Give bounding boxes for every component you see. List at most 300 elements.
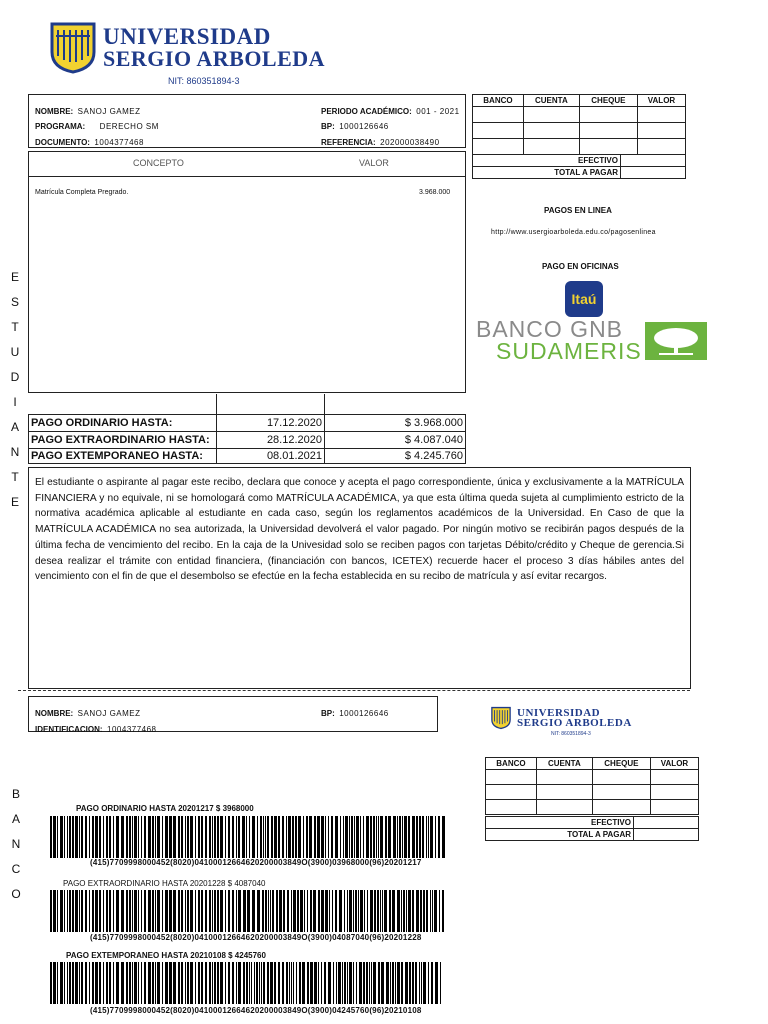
barcode-bar [169,816,172,858]
bank-id-label: IDENTIFICACION: [35,725,103,734]
barcode-bar [307,962,309,1004]
barcode-bar [92,816,94,858]
barcode-bar [369,962,370,1004]
barcode-bar [439,890,440,932]
barcode-label-extraordinario: PAGO EXTRAORDINARIO HASTA 20201228 $ 4087040 [63,879,266,888]
itau-logo [565,281,603,317]
barcode-bar [287,890,289,932]
barcode-bar [401,890,402,932]
barcode-bar [181,962,183,1004]
barcode-bar [349,890,352,932]
barcode-bar [259,962,260,1004]
barcode-bar [274,962,276,1004]
barcode-bar [309,816,312,858]
barcode-bar [440,962,441,1004]
barcode-bar [214,962,216,1004]
barcode-bar [367,890,368,932]
concept-item: Matrícula Completa Pregrado. [35,189,129,196]
barcode-bar [252,816,255,858]
barcode-bar [397,962,400,1004]
barcode-bar [242,816,245,858]
barcode-bar [270,890,271,932]
barcode-bar [67,816,68,858]
barcode-bar [261,962,262,1004]
barcode-bar [155,962,156,1004]
barcode-bar [298,816,301,858]
barcode-bar [416,890,419,932]
value-header: VALOR [359,158,389,168]
barcode-bar [380,890,381,932]
barcode-bar [321,816,324,858]
col-cheque: CHEQUE [579,95,637,107]
barcode-bar [148,962,151,1004]
deadline-amount: $ 4.087.040 [325,431,466,448]
efectivo-value[interactable] [621,155,686,167]
barcode-bar [358,890,359,932]
barcode-bar [141,962,142,1004]
barcode-bar [212,816,213,858]
barcode-bar [406,890,407,932]
barcode-ordinario [50,816,445,860]
barcode-bar [428,962,429,1004]
barcode-bar [343,816,344,858]
barcode-bar [431,962,433,1004]
barcode-bar [282,816,284,858]
barcode-number-ordinario: (415)7709998000452(8020)04100012664620200003849O(3900)03968000(96)20201217 [90,858,422,867]
barcode-bar [339,890,342,932]
reference-number: 202000038490 [380,138,440,147]
barcode-bar [89,816,90,858]
deadline-row-ordinario [29,414,466,431]
barcode-bar [217,816,219,858]
concept-header: CONCEPTO [133,158,184,168]
barcode-bar [113,890,114,932]
barcode-bar [419,816,421,858]
barcode-bar [50,962,52,1004]
barcode-bar [249,962,250,1004]
barcode-bar [354,816,355,858]
barcode-bar [89,890,90,932]
barcode-bar [328,816,329,858]
barcode-bar [409,962,411,1004]
barcode-bar [116,890,119,932]
barcode-bar [378,962,380,1004]
barcode-bar [152,816,154,858]
barcode-bar [304,890,305,932]
barcode-bar [376,816,377,858]
barcode-bar [212,962,213,1004]
barcode-bar [165,962,168,1004]
deadline-date: 17.12.2020 [217,414,325,431]
barcode-bar [57,890,58,932]
barcode-bar [209,890,211,932]
barcode-bar [169,890,172,932]
barcode-bar [72,816,74,858]
barcode-bar [92,890,94,932]
barcode-bar [256,962,258,1004]
payment-method-table [472,94,686,155]
barcode-extraordinario [50,890,445,934]
barcode-bar [408,890,411,932]
barcode-bar [225,816,226,858]
notice-text: El estudiante o aspirante al pagar este recibo, declara que conoce y acepta el pago correspondiente, única y exclusivamente a la MATRÍCULA FINANCIERA y no equivale, ni se homologará como MATRÍCULA ACADÉMICA, ya que esta última queda sujeta al cumplimiento estricto de la normativa académica aplicable al estudiante en cada caso, según los reglamentos académicos de la Universidad. En Caso de que la MATRÍCULA ACADÉMICA no sea autorizada, la Universidad devolverá el valor pagado. Por ningún motivo se recibirán pagos después de la última fecha de vencimiento del recibo. En la caja de la Univesidad solo se reciben pagos con tarjetas Débito/crédito y Cheque de gerencia.Si desea realizar el trámite con entidad financiera, (financiación con bancos, ICETEX) recuerde hacer el proceso 3 días hábiles antes del vencimiento con el fin de que el desembolso se efectúe en la fecha establecida en su recibo de matrícula y así evitar recargos. [35,477,684,583]
barcode-bar [274,816,277,858]
barcode-bar [404,816,407,858]
barcode-bar [412,890,414,932]
barcode-bar [310,962,313,1004]
barcode-bar [243,962,245,1004]
barcode-bar [173,890,176,932]
office-payments-title: PAGO EN OFICINAS [542,262,619,271]
barcode-bar [324,962,326,1004]
barcode-bar [289,962,290,1004]
barcode-bar [426,890,428,932]
barcode-bar [178,890,180,932]
barcode-bar [353,962,354,1004]
barcode-bar [178,816,180,858]
barcode-bar [109,890,111,932]
barcode-bar [333,962,334,1004]
barcode-bar [257,816,258,858]
barcode-bar [272,890,274,932]
barcode-bar [126,890,128,932]
deadline-row-extemporaneo [29,448,466,463]
bank-payment-method-table: BANCO CUENTA CHEQUE VALOR [485,757,699,815]
barcode-bar [303,816,304,858]
barcode-bar [64,962,65,1004]
barcode-bar [325,816,326,858]
barcode-bar [423,890,425,932]
barcode-bar [263,816,264,858]
deadline-label: PAGO ORDINARIO HASTA: [29,414,217,431]
barcode-bar [64,890,65,932]
online-payments-url[interactable]: http://www.usergioarboleda.edu.co/pagosenlinea [491,229,656,236]
barcode-bar [99,962,101,1004]
bank-student-name: SANOJ GAMEZ [77,709,141,718]
barcode-bar [60,962,63,1004]
barcode-bar [232,890,234,932]
deadline-date: 08.01.2021 [217,448,325,463]
gnb-logo-line2: SUDAMERIS [496,338,642,364]
barcode-bar [392,890,395,932]
barcode-bar [370,816,372,858]
barcode-bar [313,890,316,932]
barcode-bar [238,890,241,932]
barcode-label-ordinario: PAGO ORDINARIO HASTA 20201217 $ 3968000 [76,804,254,813]
barcode-bar [228,890,230,932]
barcode-bar [165,816,168,858]
barcode-bar [360,890,363,932]
barcode-bar [356,962,357,1004]
barcode-bar [236,816,237,858]
barcode-bar [374,890,376,932]
period-label: PERIODO ACADÉMICO: [321,107,412,116]
barcode-bar [321,962,322,1004]
barcode-bar [318,890,320,932]
barcode-bar [152,962,154,1004]
barcode-bar [332,890,333,932]
barcode-bar [69,890,71,932]
barcode-bar [95,890,98,932]
barcode-bar [60,816,63,858]
barcode-bar [344,890,345,932]
barcode-bar [53,890,56,932]
barcode-bar [85,890,87,932]
barcode-bar [371,962,372,1004]
barcode-bar [185,962,186,1004]
barcode-bar [232,962,234,1004]
barcode-bar [99,816,101,858]
barcode-bar [109,962,111,1004]
barcode-bar [402,816,403,858]
barcode-bar [377,890,379,932]
barcode-bar [95,816,98,858]
barcode-bar [198,962,200,1004]
bank-bp-label: BP: [321,709,335,718]
barcode-bar [321,890,324,932]
barcode-bar [420,890,422,932]
barcode-bar [50,890,52,932]
barcode-bar [162,890,163,932]
barcode-bar [386,962,389,1004]
barcode-bar [314,962,317,1004]
cut-line [18,690,690,691]
barcode-bar [60,890,63,932]
barcode-extemporaneo [50,962,445,1006]
barcode-bar [198,890,200,932]
barcode-bar [106,962,108,1004]
barcode-bar [53,962,56,1004]
online-payments-title: PAGOS EN LINEA [544,206,612,215]
bank-student-id: 1004377468 [107,725,157,734]
document-label: DOCUMENTO: [35,138,90,147]
university-name-line2: SERGIO ARBOLEDA [103,46,326,71]
barcode-bar [190,816,193,858]
total-value[interactable] [621,167,686,179]
barcode-bar [187,890,189,932]
barcode-bar [201,816,203,858]
total-label: TOTAL A PAGAR [473,167,621,179]
barcode-bar [57,962,58,1004]
barcode-bar [217,962,219,1004]
barcode-bar [246,816,247,858]
barcode-bar [181,816,183,858]
barcode-bar [430,890,431,932]
barcode-bar [132,816,133,858]
concept-item-value: 3.968.000 [419,189,451,196]
barcode-bar [144,816,146,858]
barcode-bar [342,962,343,1004]
totals-table [472,154,686,179]
barcode-bar [148,890,151,932]
barcode-bar [403,890,405,932]
barcode-bar [370,890,373,932]
barcode-bar [228,962,230,1004]
barcode-bar [338,962,341,1004]
barcode-bar [262,890,264,932]
barcode-bar [349,962,352,1004]
barcode-bar [390,962,391,1004]
barcode-bar [360,816,361,858]
barcode-bar [389,890,391,932]
barcode-bar [438,816,440,858]
barcode-bar [185,890,186,932]
barcode-bar [89,962,90,1004]
barcode-bar [288,816,291,858]
barcode-bar [134,962,137,1004]
barcode-bar [345,816,348,858]
barcode-bar [300,890,303,932]
reference-label: REFERENCIA: [321,138,376,147]
barcode-bar [412,962,414,1004]
barcode-bar [340,816,341,858]
barcode-bar [195,962,196,1004]
barcode-bar [157,890,160,932]
barcode-bar [397,890,400,932]
barcode-bar [408,816,410,858]
student-name: SANOJ GAMEZ [77,107,141,116]
barcode-bar [401,962,403,1004]
barcode-bar [138,890,139,932]
barcode-bar [344,962,346,1004]
barcode-bar [187,962,189,1004]
barcode-bar [423,962,426,1004]
barcode-bar [85,816,87,858]
barcode-bar [265,816,266,858]
barcode-bar [299,962,301,1004]
col-banco: BANCO [473,95,524,107]
barcode-bar [162,962,163,1004]
barcode-bar [141,890,142,932]
barcode-bar [363,816,364,858]
barcode-bar [132,962,133,1004]
barcode-bar [366,962,368,1004]
barcode-bar [382,890,383,932]
barcode-bar [75,962,78,1004]
barcode-bar [351,816,353,858]
barcode-bar [169,962,172,1004]
barcode-bar [129,816,131,858]
barcode-bar [134,890,137,932]
barcode-bar [430,816,433,858]
barcode-bar [254,962,255,1004]
barcode-bar [81,962,83,1004]
barcode-bar [69,816,71,858]
deadline-amount: $ 3.968.000 [325,414,466,431]
barcode-bar [265,890,267,932]
barcode-bar [121,816,124,858]
barcode-bar [236,962,237,1004]
barcode-bar [373,962,376,1004]
university-name-small-line1: UNIVERSIDAD [517,707,601,719]
barcode-bar [214,890,216,932]
barcode-bar [116,816,119,858]
barcode-bar [416,816,418,858]
student-info-box [28,94,466,148]
barcode-bar [257,890,260,932]
barcode-bar [329,890,330,932]
barcode-bar [306,816,308,858]
barcode-bar [75,816,78,858]
barcode-bar [220,816,223,858]
concept-box [28,151,466,393]
deadline-label: PAGO EXTRAORDINARIO HASTA: [29,431,217,448]
barcode-bar [435,962,438,1004]
barcode-bar [412,816,415,858]
barcode-number-extemporaneo: (415)7709998000452(8020)04100012664620200003849O(3900)04245760(96)20210108 [90,1006,422,1015]
barcode-bar [121,962,124,1004]
barcode-bar [69,962,71,1004]
notice-box [28,467,691,689]
barcode-bar [392,962,394,1004]
barcode-bar [442,890,444,932]
barcode-bar [434,890,437,932]
barcode-bar [81,890,83,932]
university-logo [50,22,96,74]
barcode-bar [295,816,297,858]
barcode-bar [106,890,108,932]
itau-logo-text: Itaú [571,291,597,307]
barcode-bar [126,816,128,858]
barcode-bar [426,816,427,858]
barcode-bar [220,962,223,1004]
barcode-bar [79,890,80,932]
barcode-bar [116,962,119,1004]
student-bp: 1000126646 [339,122,389,131]
barcode-bar [72,962,74,1004]
barcode-bar [187,816,189,858]
bank-bp: 1000126646 [339,709,389,718]
barcode-bar [347,890,348,932]
barcode-bar [67,890,68,932]
barcode-bar [422,816,424,858]
barcode-bar [251,962,252,1004]
barcode-bar [157,816,160,858]
side-label-estudiante: E S T U D I A N T E [10,270,20,509]
barcode-bar [349,816,350,858]
barcode-bar [381,962,384,1004]
barcode-bar [92,962,94,1004]
barcode-bar [103,962,104,1004]
barcode-bar [356,816,359,858]
bank-totals-table: EFECTIVO TOTAL A PAGAR [485,816,699,841]
barcode-bar [286,816,287,858]
barcode-bar [190,890,193,932]
barcode-bar [195,816,196,858]
barcode-bar [278,816,280,858]
barcode-bar [228,816,230,858]
barcode-bar [331,816,333,858]
barcode-bar [132,890,133,932]
barcode-bar [318,962,319,1004]
barcode-bar [173,816,176,858]
barcode-bar [246,962,248,1004]
barcode-bar [113,816,114,858]
barcode-bar [270,962,273,1004]
program-label: PROGRAMA: [35,122,86,131]
barcode-bar [238,962,241,1004]
deadline-amount: $ 4.245.760 [325,448,466,463]
barcode-bar [267,816,269,858]
barcode-bar [355,890,357,932]
barcode-bar [129,890,131,932]
barcode-bar [359,962,362,1004]
barcode-bar [126,962,128,1004]
barcode-bar [225,890,226,932]
university-name-small-line2: SERGIO ARBOLEDA [517,717,632,729]
barcode-bar [67,962,68,1004]
barcode-bar [144,962,146,1004]
